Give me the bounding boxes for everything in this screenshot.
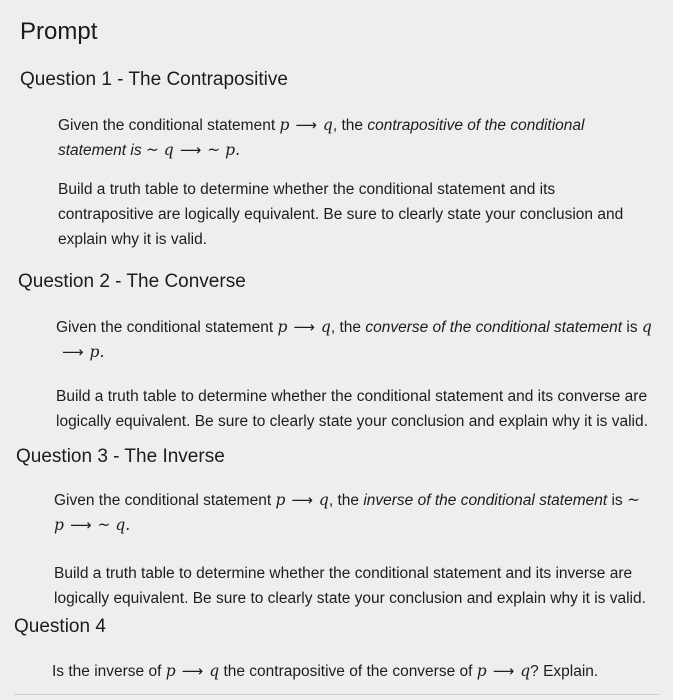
implies-arrow-icon: ⟶ (295, 116, 317, 134)
given-emphasis: contrapositive of the conditional statement (58, 117, 585, 159)
question-3-given (54, 488, 654, 538)
math-q: q (520, 662, 531, 680)
question-2-given (56, 315, 668, 365)
question-3-body: Build a truth table to determine whether the conditional statement and its inverse are logically equivalent. Be sure to clearly state your conclusion and explain why it is valid. (54, 565, 646, 607)
math-p: p (476, 662, 487, 680)
implies-arrow-icon: ⟶ (293, 318, 315, 336)
question-1-body: Build a truth table to determine whether the conditional statement and its contrapositive are logically equivalent. Be sure to clearly state your conclusion and explain why it is valid. (58, 181, 624, 248)
given-emphasis: converse of the conditional statement (365, 319, 623, 336)
math-p: p (165, 662, 176, 680)
math-p: p (275, 491, 286, 509)
math-result-a: q (641, 318, 652, 336)
math-q: q (318, 491, 329, 509)
math-q: q (322, 116, 333, 134)
math-q: q (209, 662, 220, 680)
question-4-text (52, 659, 662, 684)
question-1-heading: Question 1 - The Contrapositive (20, 69, 288, 90)
question-4-heading: Question 4 (14, 616, 106, 637)
math-result-b: ~ q. (97, 516, 131, 534)
math-result-a: ~ p (54, 491, 640, 534)
given-is: is (626, 319, 638, 336)
q4-text-c: ? Explain. (530, 663, 599, 680)
implies-arrow-icon: ⟶ (69, 516, 92, 534)
implies-arrow-icon: ⟶ (62, 343, 84, 361)
math-result-b: ~ p. (207, 141, 241, 159)
q4-text-a: Is the inverse of (52, 663, 162, 680)
math-q: q (320, 318, 331, 336)
given-prefix: Given the conditional statement (56, 319, 274, 336)
question-2-body: Build a truth table to determine whether the conditional statement and its converse are logically equivalent. Be sure to clearly state your conclusion and explain why it is valid. (56, 388, 648, 430)
question-1-given (58, 113, 648, 163)
math-p: p (277, 318, 288, 336)
given-is: is (130, 142, 142, 159)
given-emphasis: inverse of the conditional statement (363, 492, 608, 509)
question-3-heading: Question 3 - The Inverse (16, 446, 225, 467)
q4-text-b: the contrapositive of the converse of (223, 663, 473, 680)
bottom-divider (14, 694, 659, 695)
given-mid: , the (330, 319, 362, 336)
math-result-a: ~ q (145, 141, 174, 159)
given-prefix: Given the conditional statement (58, 117, 276, 134)
given-mid: , the (332, 117, 364, 134)
implies-arrow-icon: ⟶ (291, 491, 313, 509)
math-p: p (279, 116, 290, 134)
math-result-b: p. (89, 343, 105, 361)
page-title: Prompt (20, 18, 98, 45)
implies-arrow-icon: ⟶ (179, 141, 202, 159)
given-is: is (611, 492, 623, 509)
given-mid: , the (328, 492, 360, 509)
implies-arrow-icon: ⟶ (492, 662, 515, 680)
question-2-heading: Question 2 - The Converse (18, 271, 246, 292)
given-prefix: Given the conditional statement (54, 492, 272, 509)
implies-arrow-icon: ⟶ (181, 662, 204, 680)
